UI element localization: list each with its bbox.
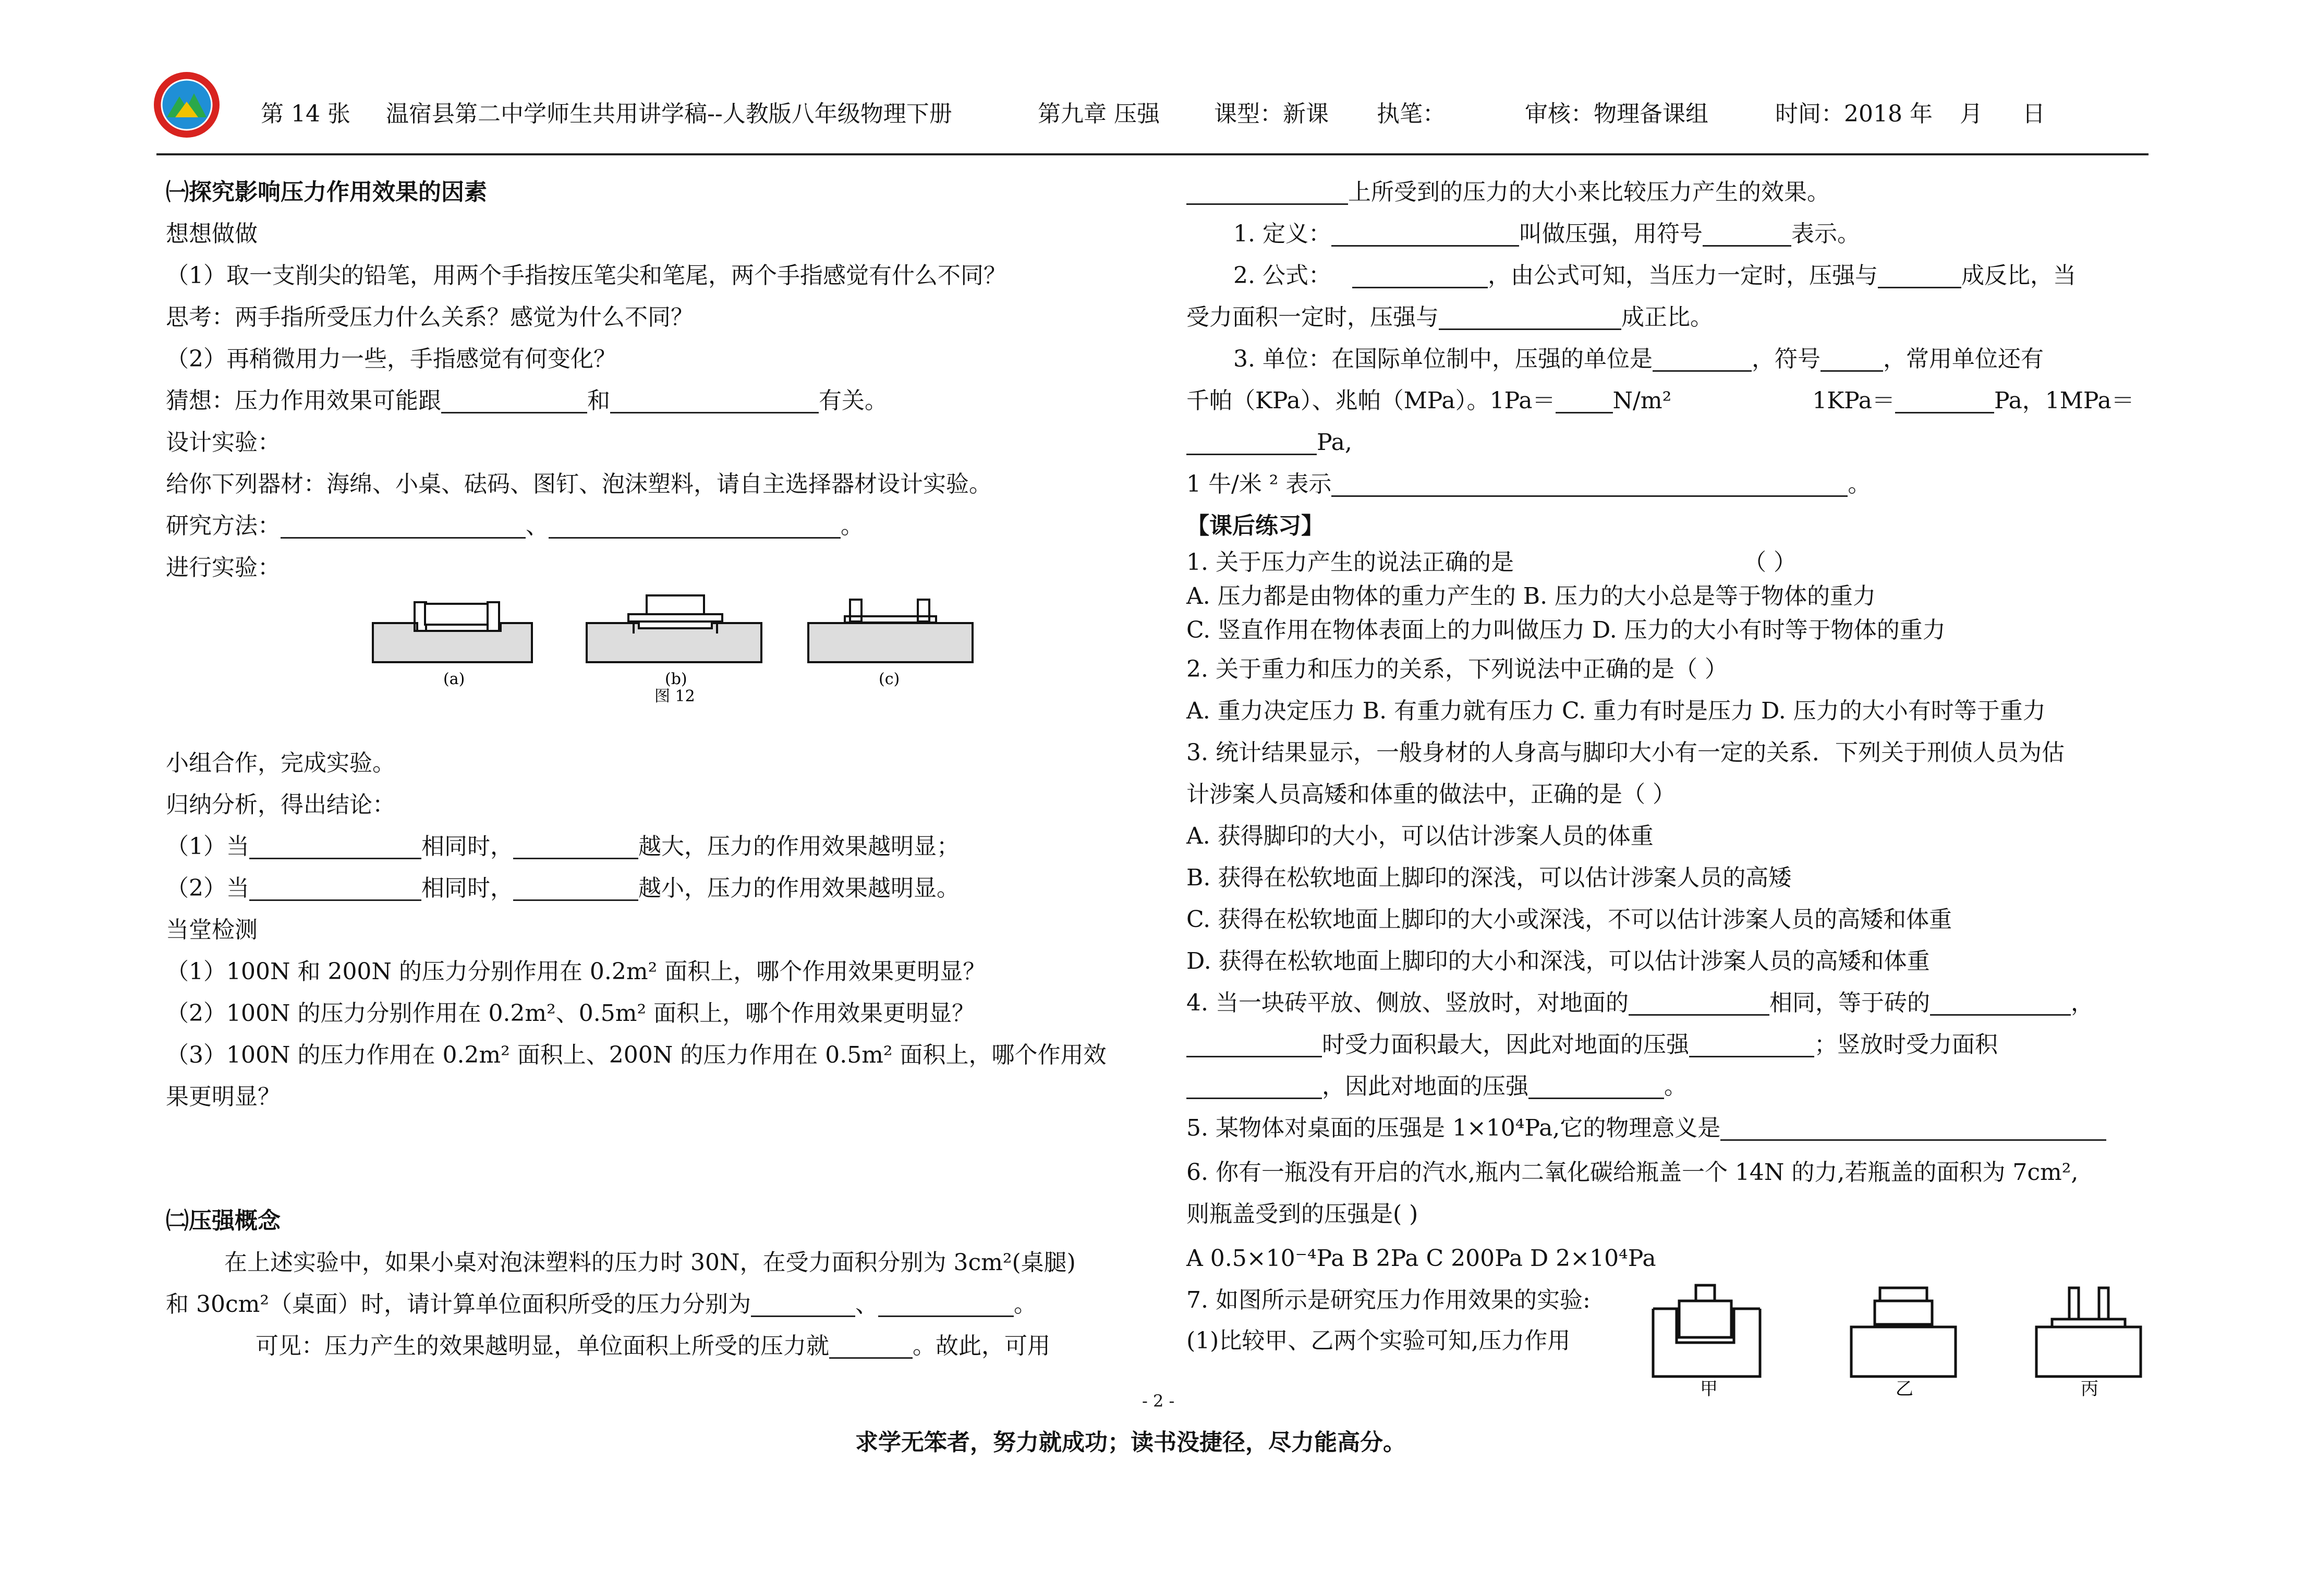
check-3a: （3）100N 的压力作用在 0.2m² 面积上、200N 的压力作用在 0.5m² 面积上，哪个作用效 [166,1042,1107,1068]
page-header [151,95,2237,131]
exercise-1-cd: C. 竖直作用在物体表面上的力叫做压力 D. 压力的大小有时等于物体的重力 [1186,617,1946,643]
exercise-3-c: C. 获得在松软地面上脚印的大小或深浅，不可以估计涉案人员的高矮和体重 [1186,906,1952,933]
blank[interactable] [1331,222,1519,247]
exercise-3-a: A. 获得脚印的大小，可以估计涉案人员的体重 [1186,823,1654,849]
author-label: 执笔： [1377,101,1446,127]
blank[interactable] [281,514,526,539]
blank[interactable] [441,389,587,413]
blank[interactable] [1186,180,1348,205]
exercise-2: 2. 关于重力和压力的关系，下列说法中正确的是（ ） [1186,656,1728,683]
blank[interactable] [1720,1116,2106,1141]
blank[interactable] [1352,264,1488,288]
question-1: （1）取一支削尖的铅笔，用两个手指按压笔尖和笔尾，两个手指感觉有什么不同？ [166,262,1006,289]
footer-motto: 求学无笨者，努力就成功；读书没捷径，尽力能高分。 [855,1429,1406,1456]
conclude-label: 归纳分析，得出结论： [166,791,395,818]
exercise-4b: 时受力面积最大，因此对地面的压强 ；竖放时受力面积 [1186,1032,1998,1057]
do-experiment: 进行实验： [166,554,281,581]
exercise-5: 5. 某物体对桌面的压强是 1×10⁴Pa,它的物理意义是 [1186,1116,2106,1141]
conclusion-2: （2）当 相同时， 越小，压力的作用效果越明显。 [166,875,960,901]
blank[interactable] [549,514,841,539]
school-title: 温宿县第二中学师生共用讲学稿--人教版八年级物理下册 [386,101,952,127]
pressure-para-1: 在上述实验中，如果小桌对泡沫塑料的压力时 30N，在受力面积分别为 3cm²(桌腿) [224,1249,1076,1276]
check-1: （1）100N 和 200N 的压力分别作用在 0.2m² 面积上，哪个作用效果更明显？ [166,958,986,985]
blank[interactable] [829,1334,913,1359]
blank[interactable] [1878,264,1961,288]
blank[interactable] [513,876,638,901]
exercise-7-figure [1648,1280,2149,1400]
exercise-3a: 3. 统计结果显示，一般身材的人身高与脚印大小有一定的关系．下列关于刑侦人员为估 [1186,739,2065,766]
reviewer-label: 审核：物理备课组 [1525,101,1708,127]
exercise-4a: 4. 当一块砖平放、侧放、竖放时，对地面的 相同，等于砖的 ， [1186,990,2094,1016]
check-title: 当堂检测 [166,917,258,943]
unit-line-2: 千帕（KPa）、兆帕（MPa）。1Pa＝ N/m² 1KPa＝ Pa，1MPa＝ [1186,387,2134,414]
blank[interactable] [1653,347,1752,372]
fig-c-label: (c) [879,670,900,688]
pressure-para-2: 和 30cm²（桌面）时，请计算单位面积所受的压力分别为 、 。 [166,1291,1037,1318]
date-day: 日 [2022,101,2045,127]
right-line-0: 上所受到的压力的大小来比较压力产生的效果。 [1186,180,1830,205]
experiment-figure-12 [365,594,980,709]
group-work: 小组合作，完成实验。 [166,750,395,776]
exercise-6a: 6. 你有一瓶没有开启的汽水,瓶内二氧化碳给瓶盖一个 14N 的力,若瓶盖的面积为 7cm², [1186,1159,2079,1186]
think-question: 思考：两手指所受压力什么关系？感觉为什么不同？ [166,304,694,331]
formula-line-2: 受力面积一定时，压强与 成正比。 [1186,304,1713,331]
question-2: （2）再稍微用力一些，手指感觉有何变化？ [166,346,616,372]
blank[interactable] [1930,991,2071,1016]
blank[interactable] [249,876,421,901]
exercise-7: 7. 如图所示是研究压力作用效果的实验: [1186,1287,1591,1313]
exercise-2-options: A. 重力决定压力 B. 有重力就有压力 C. 重力有时是压力 D. 压力的大小有时等于重力 [1186,698,2046,724]
sheet-number: 第 14 张 [261,101,350,127]
fig-b-label: (b) [665,670,687,688]
fig-jia-label: 甲 [1700,1379,1718,1399]
blank[interactable] [610,389,819,413]
think-do: 想想做做 [166,221,258,247]
blank[interactable] [1703,222,1791,247]
blank[interactable] [751,1293,855,1317]
exercise-1-ab: A. 压力都是由物体的重力产生的 B. 压力的大小总是等于物体的重力 [1186,583,1876,610]
chapter-title: 第九章 压强 [1038,101,1160,127]
fig-a-label: (a) [443,670,465,688]
blank[interactable] [878,1293,1014,1317]
formula-line: 2. 公式： ，由公式可知，当压力一定时，压强与 成反比，当 [1233,262,2076,289]
unit-line-3: Pa, [1186,430,1352,455]
exercise-4c: ，因此对地面的压强 。 [1186,1074,1687,1099]
exercise-3b: 计涉案人员高矮和体重的做法中，正确的是（ ） [1186,781,1676,808]
blank[interactable] [1556,389,1613,413]
check-2: （2）100N 的压力分别作用在 0.2m²、0.5m² 面积上，哪个作用效果更明显？ [166,1000,975,1027]
design-label: 设计实验： [166,429,281,456]
guess-line: 猜想：压力作用效果可能跟 和 有关。 [166,387,888,414]
materials: 给你下列器材：海绵、小桌、砝码、图钉、泡沫塑料，请自主选择器材设计实验。 [166,471,992,497]
exercise-6b: 则瓶盖受到的压强是( ) [1186,1201,1418,1227]
date-month: 月 [1960,101,1983,127]
blank[interactable] [1820,347,1883,372]
definition: 1. 定义： 叫做压强，用符号 表示。 [1233,221,1860,247]
blank[interactable] [1629,991,1769,1016]
unit-line: 3. 单位：在国际单位制中，压强的单位是 ，符号 ，常用单位还有 [1233,346,2044,372]
fig-bing-label: 丙 [2081,1379,2098,1399]
conclusion-1: （1）当 相同时， 越大，压力的作用效果越明显； [166,833,960,860]
blank[interactable] [1331,472,1848,497]
section1-title: ㈠探究影响压力作用效果的因素 [166,179,487,205]
blank[interactable] [1186,431,1317,455]
blank[interactable] [1528,1075,1664,1099]
lesson-type: 课型：新课 [1214,101,1329,127]
blank[interactable] [1689,1033,1814,1057]
exercise-3-d: D. 获得在松软地面上脚印的大小和深浅，可以估计涉案人员的高矮和体重 [1186,948,1930,974]
blank[interactable] [1895,389,1994,413]
blank[interactable] [513,835,638,859]
pressure-para-3: 可见：压力产生的效果越明显，单位面积上所受的压力就 。故此，可用 [256,1333,1050,1359]
method-line: 研究方法： 、 。 [166,513,864,539]
blank[interactable] [1186,1075,1322,1099]
section2-title: ㈡压强概念 [166,1208,281,1234]
fig-yi-label: 乙 [1896,1379,1913,1399]
practice-title: 【课后练习】 [1186,513,1324,539]
exercise-7-part-1: (1)比较甲、乙两个实验可知,压力作用 [1186,1327,1571,1354]
exercise-3-b: B. 获得在松软地面上脚印的深浅，可以估计涉案人员的高矮 [1186,864,1792,891]
blank[interactable] [1186,1033,1322,1057]
date-label: 时间：2018 年 [1775,101,1933,127]
page-number: - 2 - [1142,1391,1175,1411]
fig-caption: 图 12 [654,687,695,705]
unit-meaning: 1 牛/米 ² 表示 。 [1186,471,1871,497]
exercise-1: 1. 关于压力产生的说法正确的是 （ ） [1186,549,1797,576]
blank[interactable] [249,835,421,859]
check-3b: 果更明显？ [166,1083,281,1110]
blank[interactable] [1439,306,1621,330]
header-rule [156,153,2149,155]
exercise-6-options: A 0.5×10⁻⁴Pa B 2Pa C 200Pa D 2×10⁴Pa [1186,1245,1656,1272]
